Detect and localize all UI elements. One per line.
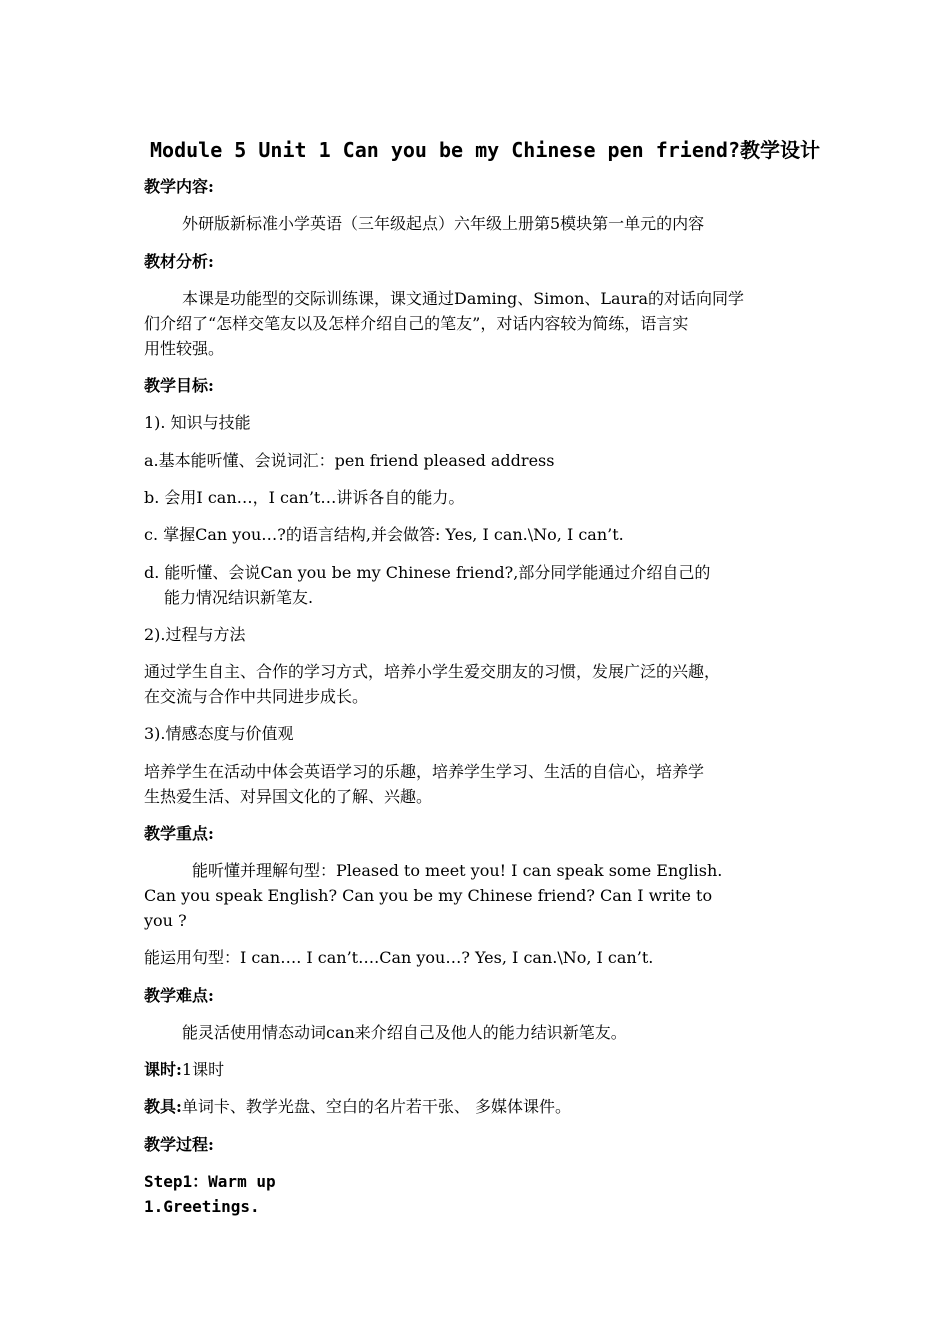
goal1-a: a.基本能听懂、会说词汇：pen friend pleased address: [144, 451, 555, 470]
step1-heading: Step1：Warm up: [144, 1172, 276, 1191]
key-points-heading: 教学重点:: [144, 824, 214, 843]
key-points-line-1: 能听懂并理解句型：Pleased to meet you! I can speak some English.: [192, 861, 723, 880]
content-heading: 教学内容:: [144, 177, 214, 196]
goal1-d-line-2: 能力情况结识新笔友.: [164, 588, 314, 607]
goal3-line-1: 培养学生在活动中体会英语学习的乐趣，培养学生学习、生活的自信心，培养学: [144, 762, 705, 781]
process-heading: 教学过程:: [144, 1135, 214, 1154]
goal1-c: c. 掌握Can you…?的语言结构,并会做答: Yes, I can.\No, I can’t.: [144, 525, 624, 544]
difficult-points-text: 能灵活使用情态动词can来介绍自己及他人的能力结识新笔友。: [182, 1023, 627, 1042]
period-label: 课时:: [144, 1060, 182, 1079]
goals-heading: 教学目标:: [144, 376, 214, 395]
tools-label: 教具:: [144, 1097, 182, 1116]
document-title: Module 5 Unit 1 Can you be my Chinese pen friend?教学设计: [150, 138, 821, 162]
step1-item-1: 1.Greetings.: [144, 1197, 260, 1216]
key-points-line-4: 能运用句型：I can…. I can’t….Can you…? Yes, I can.\No, I can’t.: [144, 948, 654, 967]
goal2-heading: 2).过程与方法: [144, 625, 246, 644]
analysis-line-3: 用性较强。: [144, 339, 225, 358]
goal2-line-2: 在交流与合作中共同进步成长。: [144, 687, 369, 706]
goal2-line-1: 通过学生自主、合作的学习方式，培养小学生爱交朋友的习惯，发展广泛的兴趣，: [144, 662, 721, 681]
goal3-heading: 3).情感态度与价值观: [144, 724, 294, 743]
analysis-line-1: 本课是功能型的交际训练课，课文通过Daming、Simon、Laura的对话向同学: [182, 289, 745, 308]
tools-row: [144, 1095, 571, 1119]
goal1-heading: 1). 知识与技能: [144, 413, 251, 432]
tools-value: 单词卡、教学光盘、空白的名片若干张、 多媒体课件。: [181, 1097, 572, 1116]
goal1-d-line-1: d. 能听懂、会说Can you be my Chinese friend?,部分同学能通过介绍自己的: [144, 563, 711, 582]
period-row: [144, 1058, 224, 1082]
goal3-line-2: 生热爱生活、对异国文化的了解、兴趣。: [144, 787, 433, 806]
goal1-b: b. 会用I can…，I can’t…讲诉各自的能力。: [144, 488, 465, 507]
analysis-heading: 教材分析:: [144, 252, 214, 271]
difficult-points-heading: 教学难点:: [144, 986, 214, 1005]
analysis-line-2: 们介绍了“怎样交笔友以及怎样介绍自己的笔友”，对话内容较为简练，语言实: [144, 314, 689, 333]
key-points-line-3: you ?: [144, 911, 187, 930]
period-value: 1课时: [181, 1060, 225, 1079]
content-text: 外研版新标准小学英语（三年级起点）六年级上册第5模块第一单元的内容: [182, 214, 705, 233]
key-points-line-2: Can you speak English? Can you be my Chinese friend? Can I write to: [144, 886, 713, 905]
